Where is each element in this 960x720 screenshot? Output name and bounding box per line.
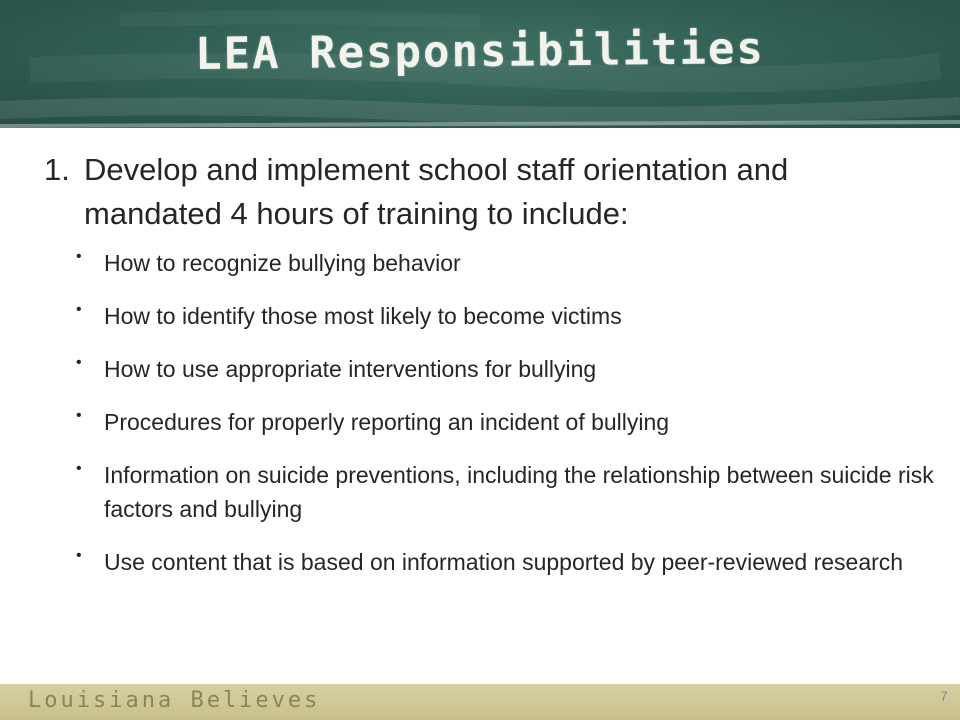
list-item: [0, 299, 960, 333]
bullet-icon: •: [76, 547, 82, 564]
list-item: [0, 405, 960, 439]
list-item-text: How to identify those most likely to become victims: [104, 303, 622, 329]
bullet-icon: •: [76, 407, 82, 424]
list-item-text: How to recognize bullying behavior: [104, 250, 461, 276]
training-topics-list: [0, 246, 960, 579]
list-item-text: Procedures for properly reporting an incident of bullying: [104, 409, 670, 435]
bullet-icon: •: [76, 460, 82, 477]
slide-title: LEA Responsibilities: [194, 23, 766, 80]
item-text: Develop and implement school staff orientation and mandated 4 hours of training to include:: [84, 152, 789, 231]
list-item-text: How to use appropriate interventions for bullying: [104, 356, 597, 382]
bullet-icon: •: [76, 248, 82, 265]
list-item: [0, 458, 960, 526]
slide-content: [0, 148, 960, 598]
bullet-icon: •: [76, 301, 82, 318]
numbered-item: [44, 148, 924, 236]
list-item: [0, 246, 960, 280]
list-item: [0, 545, 960, 579]
list-item: [0, 352, 960, 386]
item-number: 1.: [44, 152, 70, 187]
list-item-text: Use content that is based on information supported by peer-reviewed research: [104, 549, 904, 575]
footer-band: [0, 684, 960, 720]
footer-brand: Louisiana Believes: [28, 688, 321, 713]
chalkboard-header: [0, 0, 960, 128]
list-item-text: Information on suicide preventions, including the relationship between suicide risk factors and bullying: [104, 462, 934, 522]
page-number: 7: [940, 688, 948, 704]
bullet-icon: •: [76, 354, 82, 371]
